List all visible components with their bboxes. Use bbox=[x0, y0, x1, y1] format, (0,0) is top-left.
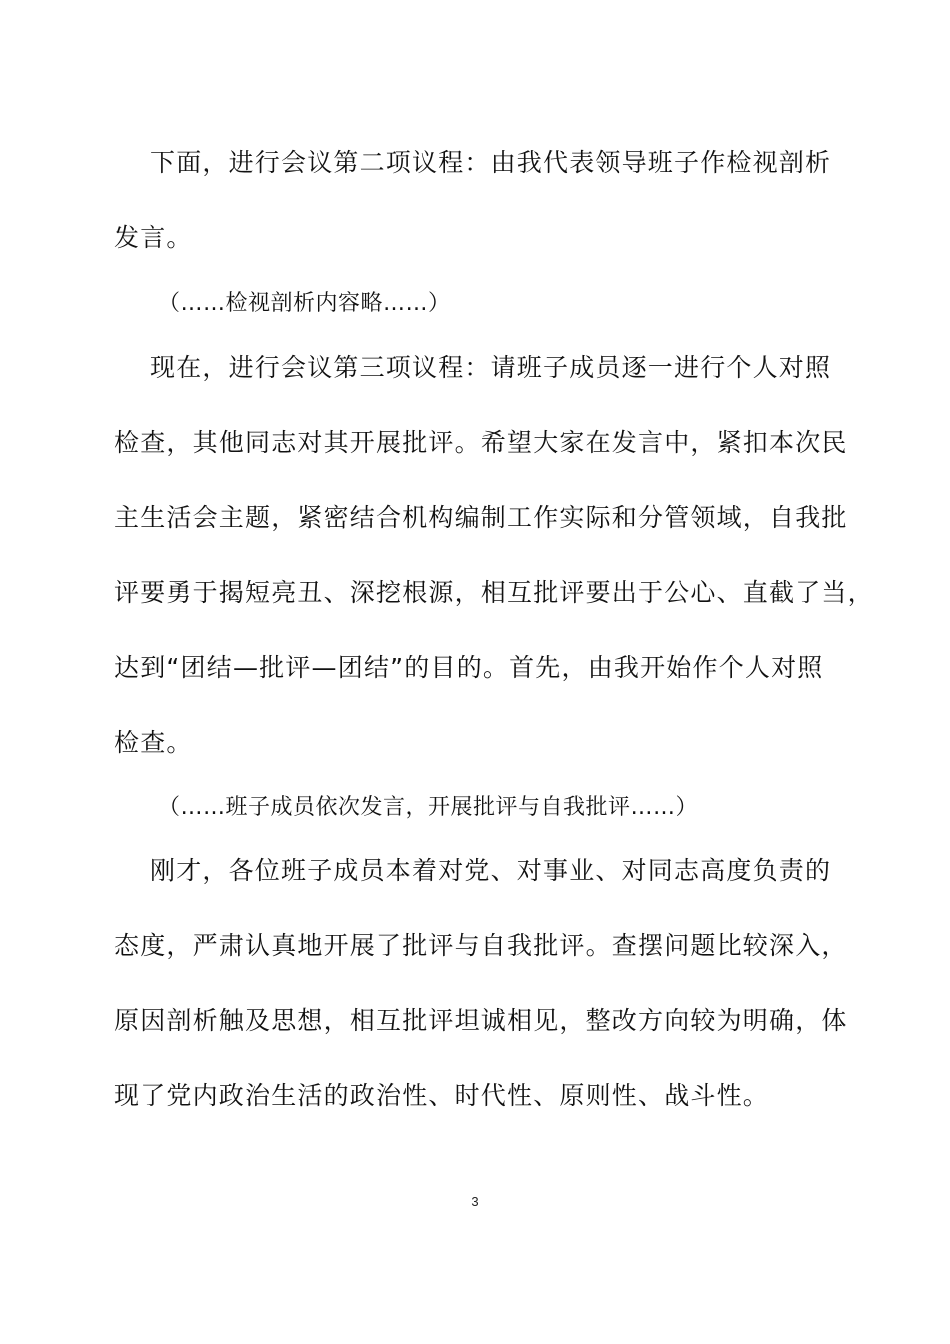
paragraph-agenda-three-line-2: 检查，其他同志对其开展批评。希望大家在发言中，紧扣本次民 bbox=[114, 428, 848, 457]
paragraph-agenda-three-line-5: 达到“团结—批评—团结”的目的。首先，由我开始作个人对照 bbox=[114, 653, 824, 682]
paragraph-agenda-three-line-3: 主生活会主题，紧密结合机构编制工作实际和分管领域，自我批 bbox=[114, 503, 848, 532]
page-number: 3 bbox=[471, 1194, 479, 1209]
paragraph-summary-line-4: 现了党内政治生活的政治性、时代性、原则性、战斗性。 bbox=[114, 1081, 770, 1110]
paragraph-agenda-three-line-1: 现在，进行会议第三项议程：请班子成员逐一进行个人对照 bbox=[150, 353, 832, 382]
member-speeches-note: （……班子成员依次发言，开展批评与自我批评……） bbox=[158, 795, 699, 820]
paragraph-agenda-two-line-1: 下面，进行会议第二项议程：由我代表领导班子作检视剖析 bbox=[150, 148, 832, 177]
inspection-content-note: （……检视剖析内容略……） bbox=[158, 291, 451, 316]
paragraph-agenda-three-line-6: 检查。 bbox=[114, 728, 193, 757]
paragraph-summary-line-3: 原因剖析触及思想，相互批评坦诚相见，整改方向较为明确，体 bbox=[114, 1006, 848, 1035]
paragraph-summary-line-1: 刚才，各位班子成员本着对党、对事业、对同志高度负责的 bbox=[150, 856, 832, 885]
paragraph-agenda-two-line-2: 发言。 bbox=[114, 223, 193, 252]
paragraph-summary-line-2: 态度，严肃认真地开展了批评与自我批评。查摆问题比较深入， bbox=[114, 931, 848, 960]
paragraph-agenda-three-line-4: 评要勇于揭短亮丑、深挖根源，相互批评要出于公心、直截了当， bbox=[114, 578, 874, 607]
